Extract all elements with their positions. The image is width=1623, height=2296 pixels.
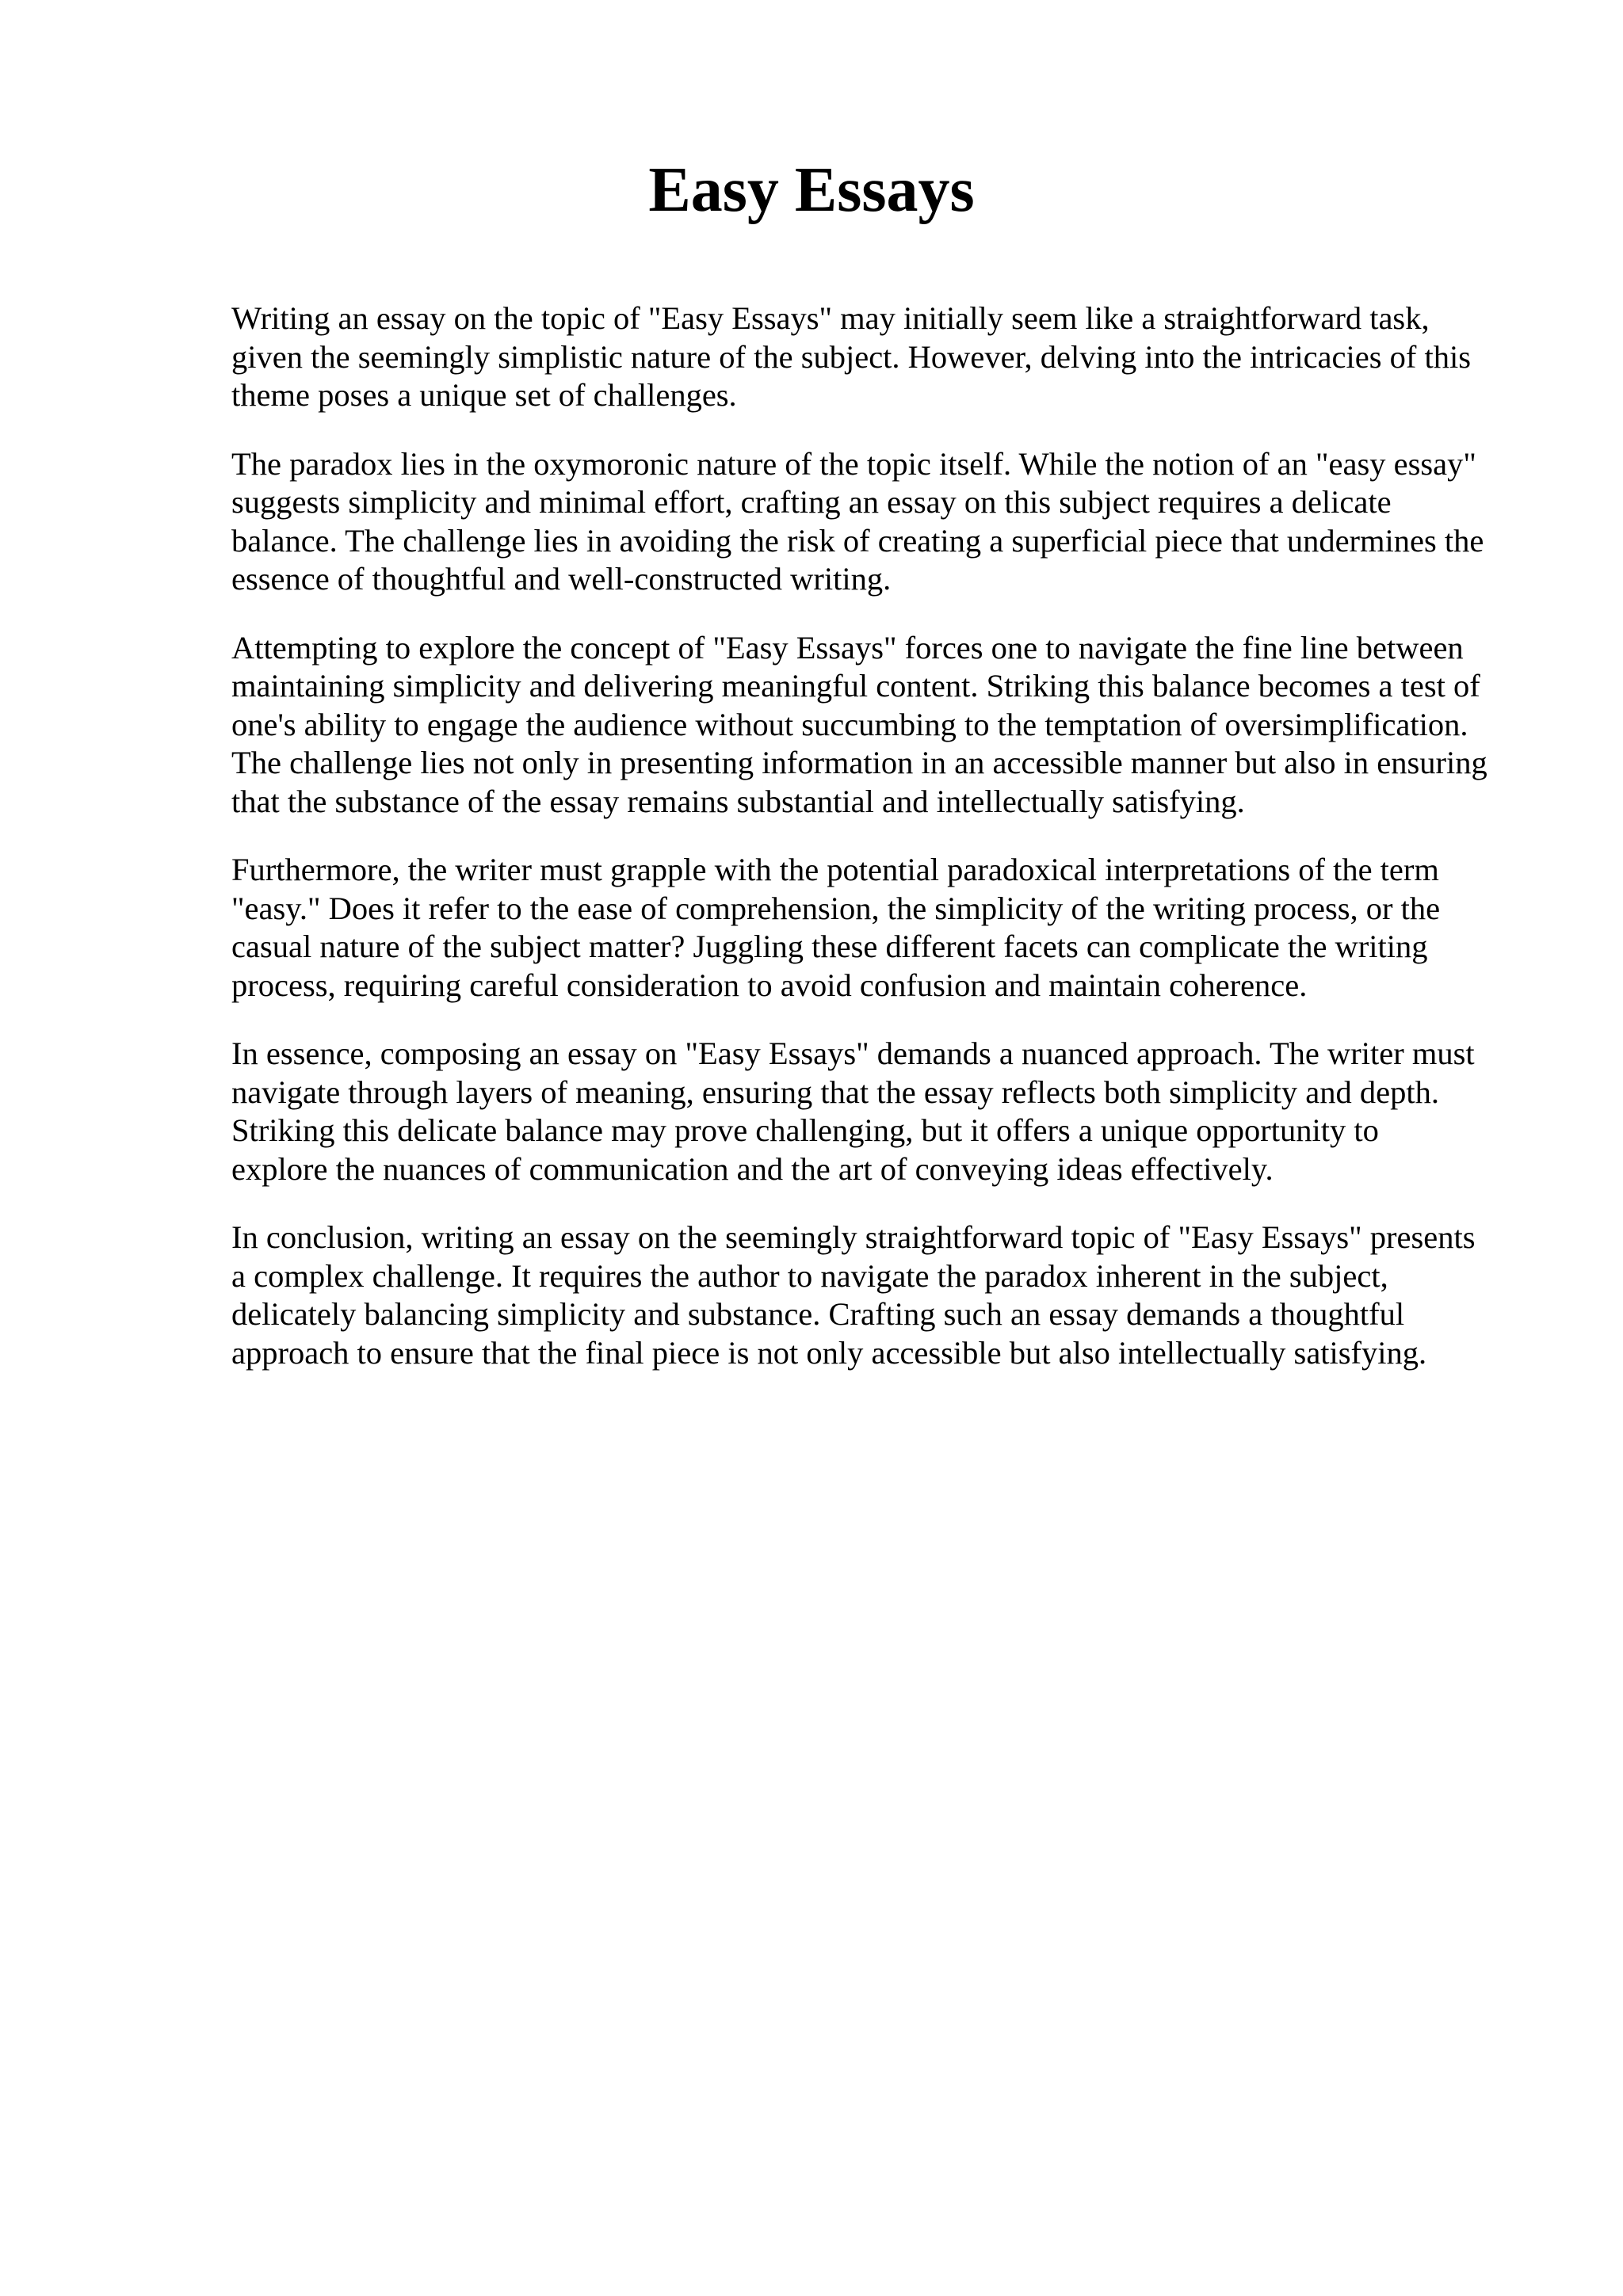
paragraph-line: delicately balancing simplicity and substance. Crafting such an essay demands a thoughtful	[231, 1296, 1405, 1332]
essay-paragraph-4	[231, 851, 1531, 1005]
paragraph-line: In essence, composing an essay on "Easy Essays" demands a nuanced approach. The writer must	[231, 1035, 1475, 1071]
page-title: Easy Essays	[648, 155, 975, 225]
essay-paragraph-1	[231, 299, 1531, 415]
essay-paragraph-6	[231, 1219, 1531, 1372]
essay-paragraph-5	[231, 1035, 1531, 1188]
paragraph-line: process, requiring careful consideration to avoid confusion and maintain coherence.	[231, 967, 1308, 1003]
paragraph-line: Striking this delicate balance may prove challenging, but it offers a unique opportunity to	[231, 1112, 1379, 1148]
paragraph-line: explore the nuances of communication and the art of conveying ideas effectively.	[231, 1150, 1274, 1187]
paragraph-line: balance. The challenge lies in avoiding the risk of creating a superficial piece that undermines the	[231, 522, 1484, 559]
paragraph-line: casual nature of the subject matter? Juggling these different facets can complicate the writing	[231, 929, 1428, 964]
paragraph-line: that the substance of the essay remains substantial and intellectually satisfying.	[231, 783, 1245, 819]
essay-paragraph-2	[231, 445, 1531, 599]
paragraph-line: one's ability to engage the audience without succumbing to the temptation of oversimplification.	[231, 706, 1468, 742]
paragraph-line: approach to ensure that the final piece is not only accessible but also intellectually satisfying.	[231, 1334, 1427, 1371]
paragraph-line: The challenge lies not only in presenting information in an accessible manner but also in ensuring	[231, 745, 1487, 780]
paragraph-line: Attempting to explore the concept of "Easy Essays" forces one to navigate the fine line between	[231, 629, 1464, 666]
paragraph-line: Furthermore, the writer must grapple with the potential paradoxical interpretations of the term	[231, 852, 1439, 887]
paragraph-line: theme poses a unique set of challenges.	[231, 377, 737, 413]
paragraph-line: In conclusion, writing an essay on the seemingly straightforward topic of "Easy Essays" presents	[231, 1219, 1476, 1255]
paragraph-line: "easy." Does it refer to the ease of comprehension, the simplicity of the writing process, or the	[231, 890, 1441, 926]
paragraph-line: a complex challenge. It requires the author to navigate the paradox inherent in the subject,	[231, 1257, 1388, 1294]
paragraph-line: suggests simplicity and minimal effort, crafting an essay on this subject requires a delicate	[231, 484, 1392, 520]
paragraph-line: maintaining simplicity and delivering meaningful content. Striking this balance becomes a test of	[231, 668, 1480, 704]
essay-paragraph-3	[231, 629, 1531, 822]
paragraph-line: navigate through layers of meaning, ensuring that the essay reflects both simplicity and depth.	[231, 1074, 1439, 1110]
paragraph-line: essence of thoughtful and well-constructed writing.	[231, 561, 892, 597]
paragraph-line: given the seemingly simplistic nature of the subject. However, delving into the intricacies of this	[231, 338, 1471, 375]
paragraph-line: Writing an essay on the topic of "Easy Essays" may initially seem like a straightforward task,	[231, 300, 1430, 336]
essay-body	[231, 299, 1531, 1402]
paragraph-line: The paradox lies in the oxymoronic nature of the topic itself. While the notion of an "easy essay"	[231, 445, 1476, 482]
